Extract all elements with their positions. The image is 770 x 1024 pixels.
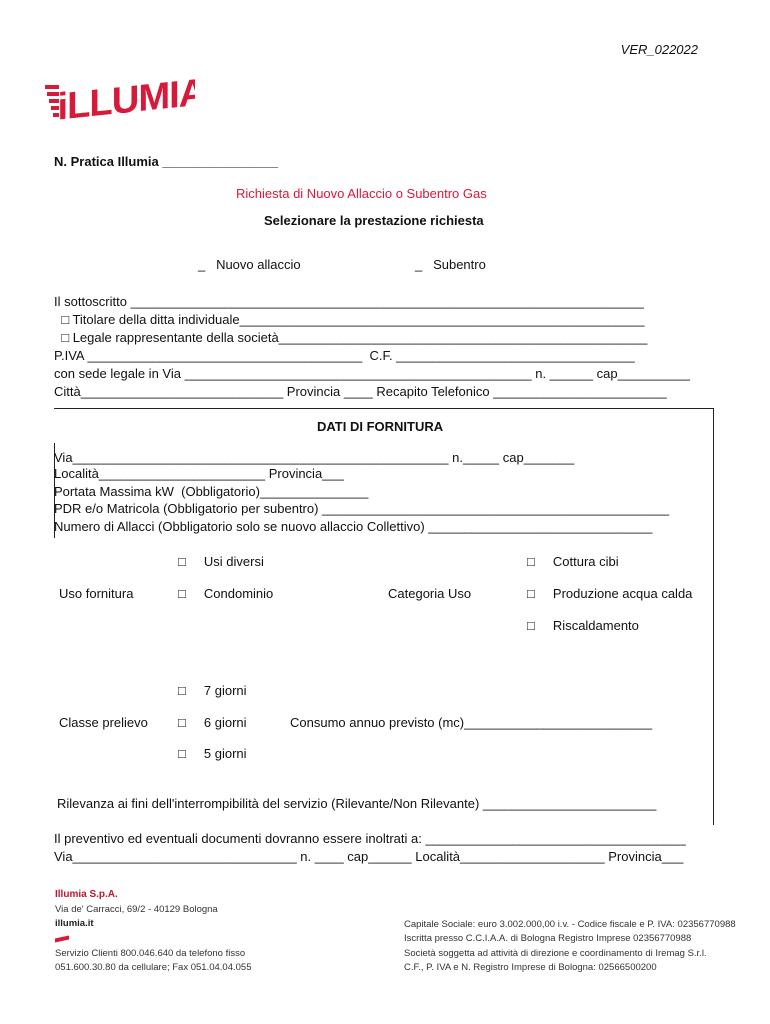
checkbox-6-giorni[interactable]: □ 6 giorni bbox=[178, 715, 247, 730]
checkbox-5-giorni[interactable]: □ 5 giorni bbox=[178, 746, 247, 761]
categoria-uso-label: Categoria Uso bbox=[388, 586, 472, 601]
consumo-annuo-field[interactable]: Consumo annuo previsto (mc)__________________________ bbox=[290, 715, 653, 730]
citta-provincia-telefono-field[interactable]: Città____________________________ Provincia ____ Recapito Telefonico ________________________ bbox=[54, 384, 667, 399]
checkbox-acqua-calda[interactable]: □ Produzione acqua calda bbox=[527, 586, 693, 601]
sede-legale-field[interactable]: con sede legale in Via ________________________________________________ n. ______ cap__________ bbox=[54, 366, 690, 381]
numero-allacci-field[interactable]: Numero di Allacci (Obbligatorio solo se nuovo allaccio Collettivo) _______________________________ bbox=[54, 519, 653, 534]
portata-field[interactable]: Portata Massima kW (Obbligatorio)_______________ bbox=[54, 484, 369, 499]
checkbox-cottura-cibi[interactable]: □ Cottura cibi bbox=[527, 554, 619, 569]
svg-text:iLLUMIA: iLLUMIA bbox=[57, 71, 196, 123]
select-service-label: Selezionare la prestazione richiesta bbox=[264, 213, 484, 228]
version-label: VER_022022 bbox=[620, 42, 698, 57]
illumia-logo bbox=[38, 50, 195, 126]
checkbox-usi-diversi[interactable]: □ Usi diversi bbox=[178, 554, 264, 569]
checkbox-condominio[interactable]: □ Condominio bbox=[178, 586, 274, 601]
footer-legal-2: Iscritta presso C.C.I.A.A. di Bologna Registro Imprese 02356770988 bbox=[404, 933, 692, 944]
footer-company: Illumia S.p.A. bbox=[55, 889, 118, 900]
checkbox-riscaldamento[interactable]: □ Riscaldamento bbox=[527, 618, 639, 633]
piva-cf-field[interactable]: P.IVA ______________________________________ C.F. _________________________________ bbox=[54, 348, 635, 363]
supply-via-field[interactable]: Via____________________________________________________ n._____ cap_______ bbox=[54, 450, 575, 465]
legale-rappresentante-field[interactable]: □ Legale rappresentante della società___________________________________________________ bbox=[54, 330, 648, 345]
pdr-field[interactable]: PDR e/o Matricola (Obbligatorio per subentro) ________________________________________________ bbox=[54, 501, 670, 516]
titolare-field[interactable]: □ Titolare della ditta individuale________________________________________________________ bbox=[54, 312, 645, 327]
footer-site[interactable]: illumia.it bbox=[55, 918, 94, 929]
footer-legal-4: C.F., P. IVA e N. Registro Imprese di Bologna: 02566500200 bbox=[404, 962, 657, 973]
supply-localita-field[interactable]: Località_______________________ Provincia___ bbox=[54, 466, 344, 481]
rilevanza-field[interactable]: Rilevanza ai fini dell'interrompibilità del servizio (Rilevante/Non Rilevante) ________________________ bbox=[57, 796, 657, 811]
footer-legal-1: Capitale Sociale: euro 3.002.000,00 i.v. - Codice fiscale e P. IVA: 02356770988 bbox=[404, 919, 736, 930]
supply-section-title: DATI DI FORNITURA bbox=[317, 419, 444, 434]
footer-accent-bar bbox=[55, 936, 69, 943]
checkbox-7-giorni[interactable]: □ 7 giorni bbox=[178, 683, 247, 698]
footer-legal-3: Società soggetta ad attività di direzione e coordinamento di Iremag S.r.l. bbox=[404, 948, 707, 959]
classe-prelievo-label: Classe prelievo bbox=[59, 715, 148, 730]
sottoscritto-field[interactable]: Il sottoscritto _______________________________________________________________________ bbox=[54, 294, 644, 309]
uso-fornitura-label: Uso fornitura bbox=[59, 586, 134, 601]
inoltro-address-field[interactable]: Via_______________________________ n. ____ cap______ Località____________________ Provincia___ bbox=[54, 849, 684, 864]
footer-service-1: Servizio Clienti 800.046.640 da telefono fisso bbox=[55, 948, 246, 959]
option-subentro[interactable]: _ Subentro bbox=[415, 257, 486, 272]
footer-service-2: 051.600.30.80 da cellulare; Fax 051.04.04.055 bbox=[55, 962, 252, 973]
request-title: Richiesta di Nuovo Allaccio o Subentro Gas bbox=[236, 186, 487, 201]
footer-address: Via de' Carracci, 69/2 - 40129 Bologna bbox=[55, 904, 218, 915]
option-nuovo-allaccio[interactable]: _ Nuovo allaccio bbox=[198, 257, 301, 272]
pratica-number: N. Pratica Illumia ________________ bbox=[54, 154, 279, 169]
inoltro-field[interactable]: Il preventivo ed eventuali documenti dovranno essere inoltrati a: ____________________________________ bbox=[54, 831, 686, 846]
